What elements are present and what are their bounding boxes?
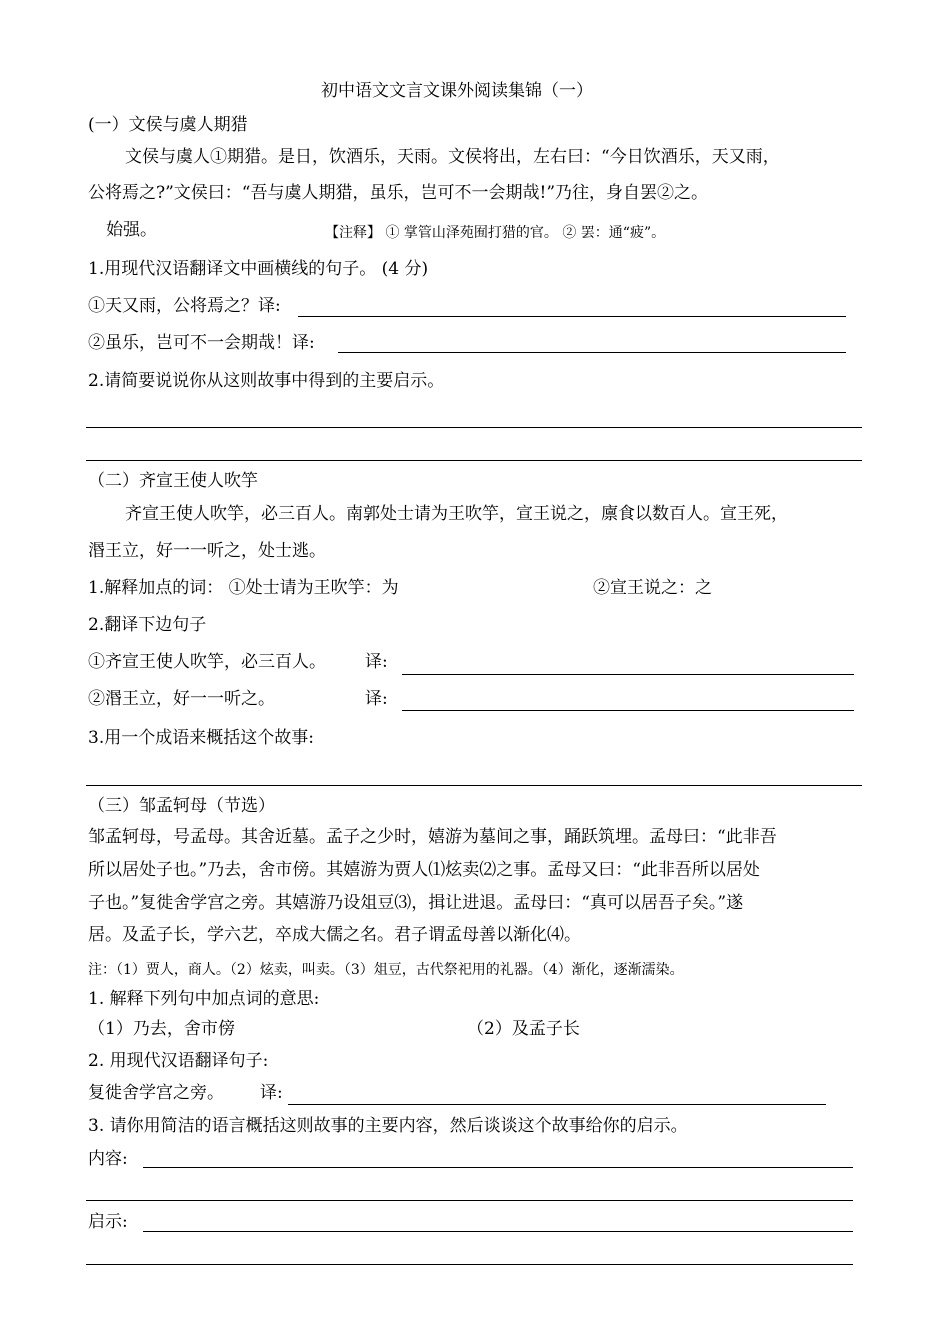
s2-q2b-answer-line[interactable] bbox=[402, 710, 854, 711]
s3-content-label: 内容: bbox=[88, 1149, 128, 1169]
s3-question-1b: （2）及孟子长 bbox=[467, 1019, 580, 1039]
s2-q2b-label: 译: bbox=[365, 689, 388, 709]
section-1-text-line-3: 始强。 bbox=[106, 220, 157, 240]
s2-question-2b: ②湣王立，好一一听之。 bbox=[88, 689, 275, 709]
section-3-text-line-1: 邹孟轲母，号孟母。其舍近墓。孟子之少时，嬉游为墓间之事，踊跃筑埋。孟母曰：“此非吾 bbox=[88, 827, 777, 847]
s3-insight-answer-line-2[interactable] bbox=[86, 1264, 853, 1265]
s1-question-1b: ②虽乐，岂可不一会期哉！译: bbox=[88, 333, 315, 353]
s2-q3-answer-line[interactable] bbox=[86, 785, 862, 786]
s1-q2-answer-line-2[interactable] bbox=[86, 460, 862, 461]
s3-question-2: 2. 用现代汉语翻译句子: bbox=[88, 1051, 269, 1071]
s1-question-2: 2.请简要说说你从这则故事中得到的主要启示。 bbox=[88, 371, 445, 391]
section-1-text-line-1: 文侯与虞人①期猎。是日，饮酒乐，天雨。文侯将出，左右曰：“今日饮酒乐，天又雨， bbox=[125, 147, 780, 167]
s3-insight-answer-line-1[interactable] bbox=[143, 1231, 853, 1232]
s1-question-1a: ①天又雨，公将焉之？译: bbox=[88, 296, 281, 316]
section-3-heading: （三）邹孟轲母（节选） bbox=[88, 796, 275, 816]
s2-question-2a: ①齐宣王使人吹竽，必三百人。 bbox=[88, 652, 326, 672]
s3-q2a-label: 译: bbox=[260, 1083, 283, 1103]
s2-question-3: 3.用一个成语来概括这个故事: bbox=[88, 728, 314, 748]
section-1-note: 【注释】 ① 掌管山泽苑囿打猎的官。 ② 罢：通“疲”。 bbox=[325, 225, 666, 241]
s3-question-2a: 复徙舍学宫之旁。 bbox=[88, 1083, 224, 1103]
s3-q2a-answer-line[interactable] bbox=[288, 1104, 826, 1105]
section-1-heading: (一）文侯与虞人期猎 bbox=[88, 115, 248, 135]
s2-question-2: 2.翻译下边句子 bbox=[88, 615, 207, 635]
page-title: 初中语文文言文课外阅读集锦（一） bbox=[321, 81, 593, 101]
section-2-heading: （二）齐宣王使人吹竽 bbox=[88, 471, 258, 491]
s1-q1a-answer-line[interactable] bbox=[298, 316, 846, 317]
section-3-text-line-2: 所以居处子也。”乃去，舍市傍。其嬉游为贾人⑴炫卖⑵之事。孟母又曰：“此非吾所以居处 bbox=[88, 860, 760, 880]
section-2-text-line-2: 湣王立，好一一听之，处士逃。 bbox=[88, 541, 326, 561]
s2-question-1b: ②宣王说之：之 bbox=[593, 578, 712, 598]
s2-q2a-answer-line[interactable] bbox=[402, 674, 854, 675]
s3-insight-label: 启示: bbox=[88, 1212, 128, 1232]
s2-q2a-label: 译: bbox=[365, 652, 388, 672]
section-2-text-line-1: 齐宣王使人吹竽，必三百人。南郭处士请为王吹竽，宣王说之，廪食以数百人。宣王死， bbox=[125, 504, 788, 524]
section-3-text-line-4: 居。及孟子长，学六艺，卒成大儒之名。君子谓孟母善以渐化⑷。 bbox=[88, 925, 581, 945]
section-3-text-line-3: 子也。”复徙舍学宫之旁。其嬉游乃设俎豆⑶，揖让进退。孟母曰：“真可以居吾子矣。”遂 bbox=[88, 893, 744, 913]
section-1-text-line-2: 公将焉之?”文侯曰：“吾与虞人期猎，虽乐，岂可不一会期哉!”乃往，身自罢②之。 bbox=[88, 183, 709, 203]
s3-question-1a: （1）乃去，舍市傍 bbox=[88, 1019, 235, 1039]
s3-question-1: 1. 解释下列句中加点词的意思: bbox=[88, 989, 320, 1009]
section-3-note: 注：（1）贾人，商人。（2）炫卖，叫卖。（3）俎豆，古代祭祀用的礼器。（4）渐化，逐渐濡染。 bbox=[88, 962, 684, 978]
s1-q1b-answer-line[interactable] bbox=[338, 352, 846, 353]
s3-content-answer-line-2[interactable] bbox=[86, 1200, 853, 1201]
s1-question-1: 1.用现代汉语翻译文中画横线的句子。 (4 分) bbox=[88, 259, 429, 279]
s3-content-answer-line-1[interactable] bbox=[143, 1167, 853, 1168]
s3-question-3: 3. 请你用简洁的语言概括这则故事的主要内容，然后谈谈这个故事给你的启示。 bbox=[88, 1116, 688, 1136]
s2-question-1a: 1.解释加点的词： ①处士请为王吹竽：为 bbox=[88, 578, 399, 598]
s1-q2-answer-line-1[interactable] bbox=[86, 427, 862, 428]
